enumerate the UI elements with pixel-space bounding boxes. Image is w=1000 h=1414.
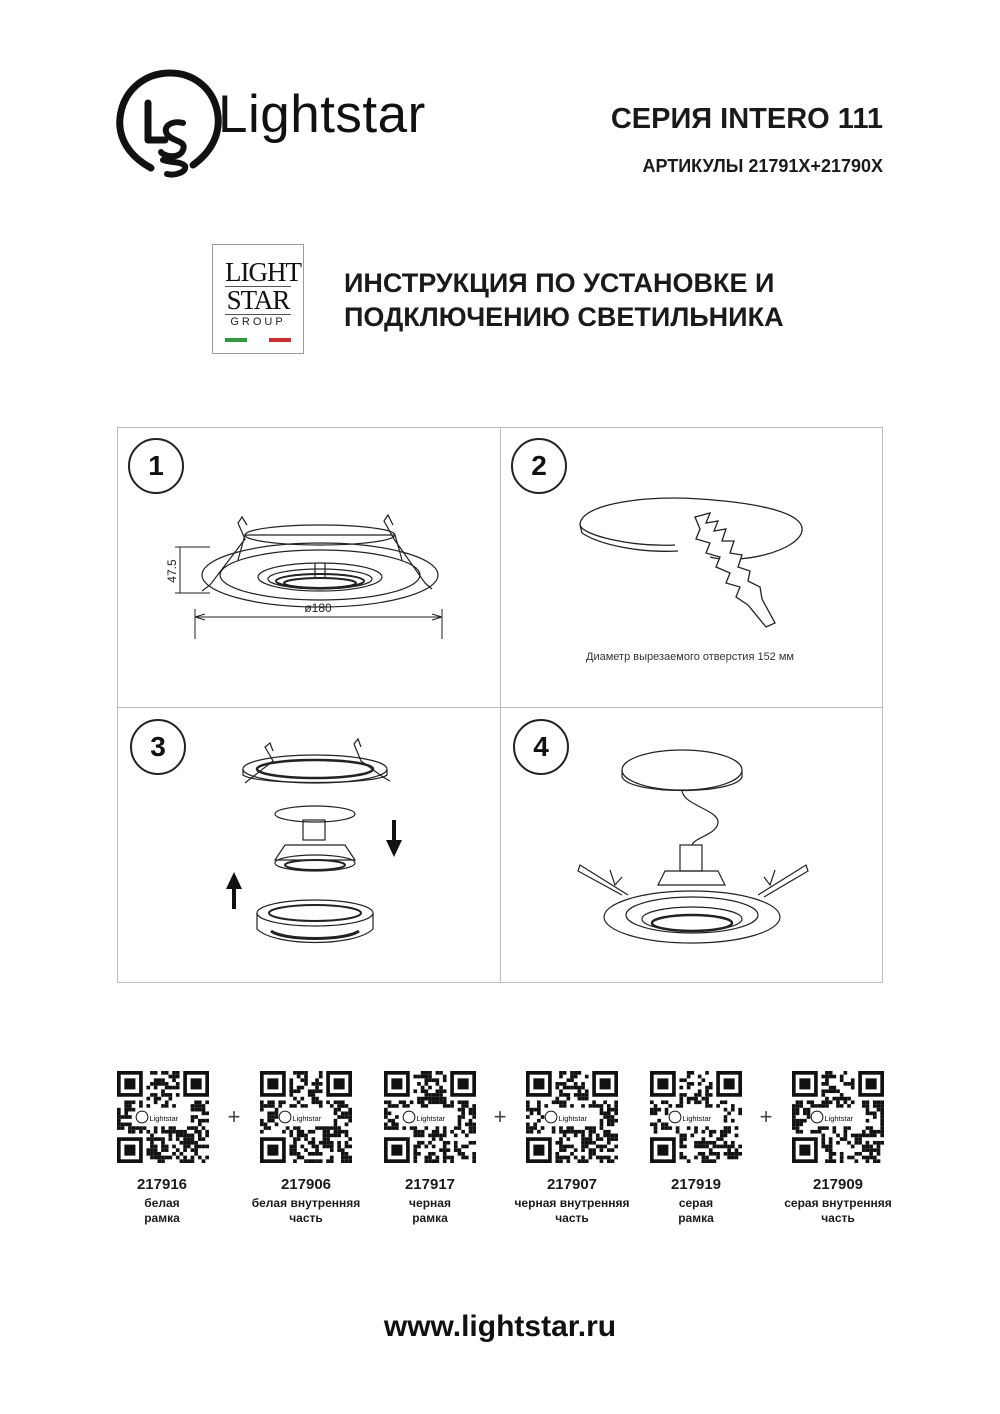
product-desc-line1: серая: [678, 1196, 714, 1210]
product-desc-line1: черная внутренняя: [514, 1196, 630, 1210]
instruction-title-line2: ПОДКЛЮЧЕНИЮ СВЕТИЛЬНИКА: [344, 302, 784, 332]
product-desc-line1: черная: [409, 1196, 451, 1210]
qr-brand-label: Lightstar: [682, 1114, 712, 1124]
product-desc-line2: рамка: [412, 1211, 448, 1225]
grid-divider-vertical: [500, 427, 501, 983]
product-description: [621, 1196, 771, 1226]
plus-sign: +: [759, 1104, 773, 1129]
product-description: [355, 1196, 505, 1226]
instruction-title: [344, 266, 784, 334]
step-2-ceiling-cut-drawing: [570, 495, 830, 635]
step-2-number: 2: [511, 438, 567, 494]
website-link[interactable]: www.lightstar.ru: [383, 1310, 617, 1343]
group-logo-line1: LIGHT: [225, 257, 301, 287]
product-desc-line2: часть: [289, 1211, 323, 1225]
qr-brand-label: Lightstar: [824, 1114, 854, 1124]
step-3-assembly-drawing: [215, 735, 425, 950]
product-desc-line2: часть: [821, 1211, 855, 1225]
product-description: [87, 1196, 237, 1226]
step-3-number: 3: [130, 719, 186, 775]
italian-flag-stripe: [225, 338, 291, 342]
qr-code-217907: [526, 1071, 618, 1163]
product-code: 217909: [812, 1176, 864, 1193]
step-4-number: 4: [513, 719, 569, 775]
product-desc-line2: рамка: [678, 1211, 714, 1225]
plus-sign: +: [227, 1104, 241, 1129]
product-code: 217917: [404, 1176, 456, 1193]
brand-wordmark: Lightstar: [218, 85, 426, 144]
step-2-cut-caption: Диаметр вырезаемого отверстия 152 мм: [586, 651, 794, 663]
product-code: 217919: [670, 1176, 722, 1193]
step-1-number: 1: [128, 438, 184, 494]
qr-code-217916: [117, 1071, 209, 1163]
lightstar-group-logo: [212, 244, 304, 354]
step-1-height-label: 47.5: [165, 559, 179, 583]
article-numbers: АРТИКУЛЫ 21791X+21790X: [642, 156, 883, 176]
qr-brand-label: Lightstar: [558, 1114, 588, 1124]
series-title: СЕРИЯ INTERO 111: [610, 103, 883, 135]
qr-brand-label: Lightstar: [416, 1114, 446, 1124]
step-1-dimensions-drawing: [150, 505, 470, 655]
group-logo-line3: GROUP: [230, 316, 286, 328]
group-logo-line2: STAR: [226, 285, 290, 315]
grid-divider-horizontal: [117, 707, 883, 708]
qr-brand-label: Lightstar: [149, 1114, 179, 1124]
product-description: [763, 1196, 913, 1226]
product-desc-line1: белая внутренняя: [251, 1196, 361, 1210]
qr-code-217919: [650, 1071, 742, 1163]
product-desc-line1: белая: [144, 1196, 180, 1210]
product-desc-line2: часть: [555, 1211, 589, 1225]
product-code: 217916: [136, 1176, 188, 1193]
product-desc-line1: серая внутренняя: [784, 1196, 892, 1210]
qr-code-217909: [792, 1071, 884, 1163]
product-code: 217907: [546, 1176, 598, 1193]
qr-brand-label: Lightstar: [292, 1114, 322, 1124]
qr-code-217906: [260, 1071, 352, 1163]
step-4-installed-drawing: [570, 745, 820, 960]
product-code: 217906: [280, 1176, 332, 1193]
step-1-diameter-label: ø180: [304, 601, 332, 615]
plus-sign: +: [493, 1104, 507, 1129]
instruction-title-line1: ИНСТРУКЦИЯ ПО УСТАНОВКЕ И: [344, 268, 775, 298]
qr-code-217917: [384, 1071, 476, 1163]
product-desc-line2: рамка: [144, 1211, 180, 1225]
lightbulb-logo-icon: [115, 68, 225, 183]
